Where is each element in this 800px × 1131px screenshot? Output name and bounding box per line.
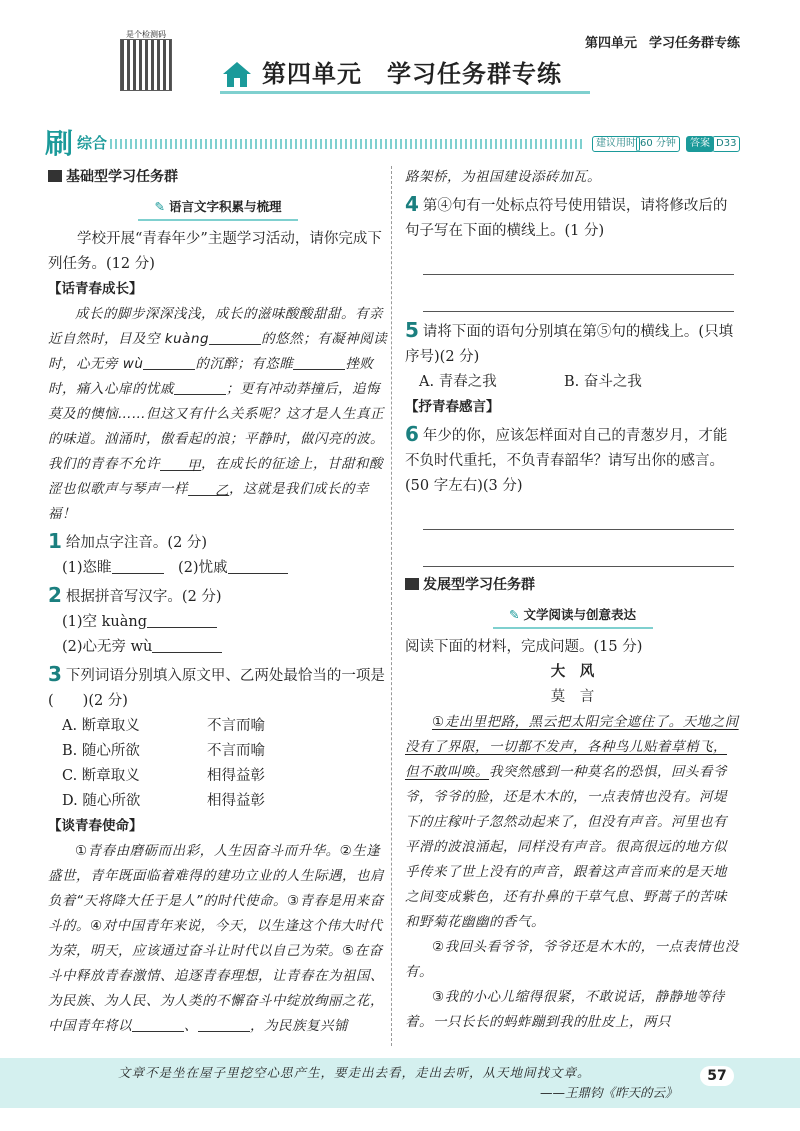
section-heading-basic: 基础型学习任务群 xyxy=(48,165,388,190)
column-divider xyxy=(391,166,393,1046)
option-term-a: D. 随心所欲 xyxy=(62,793,141,809)
qr-caption: 是个检测码 xyxy=(126,30,166,39)
blank-q5-b[interactable] xyxy=(198,1015,250,1032)
option-term-b: 不言而喻 xyxy=(207,718,265,734)
section-heading-develop: 发展型学习任务群 xyxy=(405,573,740,598)
blank-kuang[interactable] xyxy=(209,328,261,345)
answer-line-q4-2[interactable] xyxy=(423,281,734,312)
band-divider xyxy=(110,139,585,149)
q1-blank-b[interactable] xyxy=(228,557,288,574)
header-unit: 第四单元 xyxy=(584,36,637,51)
answer-line-q6-1[interactable] xyxy=(423,499,734,530)
page-number: 57 xyxy=(700,1066,734,1086)
band-label: 综合 xyxy=(77,134,108,152)
q2-item-a: (1)空 kuàng xyxy=(48,610,388,635)
qr-image xyxy=(120,39,172,91)
question-2: 2 根据拼音写汉字。(2 分) xyxy=(48,583,222,607)
blank-2[interactable] xyxy=(174,378,226,395)
option-term-a: A. 断章取义 xyxy=(62,718,140,734)
q5-options xyxy=(405,370,740,395)
time-value: 60 分钟 xyxy=(636,136,680,152)
qr-code[interactable] xyxy=(120,30,172,96)
q3-option[interactable] xyxy=(62,764,388,789)
q5-option-b[interactable]: B. 奋斗之我 xyxy=(564,374,642,390)
question-1: 1 给加点字注音。(2 分) xyxy=(48,529,208,553)
answer-value: D33 xyxy=(712,136,740,152)
question-6: 6 年少的你，应该怎样面对自己的青葱岁月，才能不负时代重托，不负青春韶华？请写出你的感言。(50 字左右)(3 分) xyxy=(405,422,728,494)
task-intro: 学校开展“青春年少”主题学习活动，请你完成下列任务。(12 分) xyxy=(48,231,382,272)
option-term-b: 相得益彰 xyxy=(207,768,265,784)
q2-item-b: (2)心无旁 wù xyxy=(48,635,388,660)
blank-wu[interactable] xyxy=(143,353,195,370)
q3-option[interactable] xyxy=(62,714,388,739)
tag-feelings: 【抒青春感言】 xyxy=(405,399,500,415)
footer-source: ——王鼎钧《昨天的云》 xyxy=(540,1085,678,1100)
passage-growth: 成长的脚步深深浅浅，成长的滋味酸酸甜甜。有亲近自然时，目及空 kuàng 的悠然；有凝神阅读时，心无旁 wù 的沉醉；有恣睢 挫败时，痛入心扉的忧戚 ；更有冲动莽撞后，追悔莫及的懊恼……但这又有什么关系呢？这才是人生真正的味道。汹涌时，傲看起的浪；平静时，做闪亮的波。我们的青春不允许 甲，在成长的征途上，甘甜和酸涩也似歌声与琴声一样 乙，这就是我们成长的幸福！ xyxy=(48,306,388,522)
reading-intro: 阅读下面的材料，完成问题。(15 分) xyxy=(405,639,643,655)
left-column xyxy=(48,165,388,1039)
house-icon xyxy=(222,60,252,88)
passage-mission: ①青春由磨砺而出彩，人生因奋斗而升华。②生逢盛世，青年既面临着难得的建功立业的人生际遇，也肩负着“天将降大任于是人”的时代使命。③青春是用来奋斗的。④对中国青年来说，今天，以生逢这个伟大时代为荣，明天，应该通过奋斗让时代以自己为荣。⑤在奋斗中释放青春激情、追逐青春理想，让青春在为祖国、为民族、为人民、为人类的不懈奋斗中绽放绚丽之花，中国青年将以 、 ，为民族复兴铺 xyxy=(48,843,384,1034)
page-title: 第四单元 学习任务群专练 xyxy=(262,60,562,88)
banner-language: ✎ 语言文字积累与梳理 xyxy=(138,194,298,221)
question-5: 5 请将下面的语句分别填在第⑤句的横线上。(只填序号)(2 分) xyxy=(405,318,734,365)
q3-option[interactable] xyxy=(62,789,388,814)
tag-mission: 【谈青春使命】 xyxy=(48,818,143,834)
story-paragraph-2: ②我回头看爷爷，爷爷还是木木的，一点表情也没有。 xyxy=(405,939,739,980)
q3-option[interactable] xyxy=(62,739,388,764)
q2-blank-a[interactable] xyxy=(147,611,217,628)
story-author: 莫 言 xyxy=(550,689,595,705)
q1-blank-a[interactable] xyxy=(112,557,164,574)
story-paragraph-1: ①走出里把路，黑云把太阳完全遮住了。天地之间没有了界限，一切都不发声，各种鸟儿贴着草梢飞，但不敢叫唤。我突然感到一种莫名的恐惧，回头看爷爷，爷爷的脸，还是木木的，一点表情也没有。河堤下的庄稼叶子忽然动起来了，但没有声音。河里也有平滑的波浪涌起，同样没有声音。很高很远的地方似乎传来了世上没有的声音，跟着这声音而来的是天地之间变成紫色，还有扑鼻的干草气息、野蒿子的苦味和野菊花幽幽的香气。 xyxy=(405,714,739,930)
blank-1[interactable] xyxy=(293,353,345,370)
right-column xyxy=(405,165,740,1035)
blank-q5-a[interactable] xyxy=(132,1015,184,1032)
running-header xyxy=(585,32,740,51)
q1-items: (1)恣睢 (2)忧戚 xyxy=(48,556,388,581)
q2-blank-b[interactable] xyxy=(152,636,222,653)
option-term-a: C. 断章取义 xyxy=(62,768,140,784)
blank-yi[interactable]: 乙 xyxy=(188,479,229,496)
q3-options xyxy=(48,714,388,814)
banner-reading: ✎ 文学阅读与创意表达 xyxy=(493,602,653,629)
pen-icon: ✎ xyxy=(154,199,165,214)
brush-char: 刷 xyxy=(45,127,74,160)
header-section: 学习任务群专练 xyxy=(648,36,740,51)
footer-quote: 文章不是坐在屋子里挖空心思产生，要走出去看，走出去听，从天地间找文章。 xyxy=(118,1065,591,1080)
tag-growth: 【话青春成长】 xyxy=(48,281,143,297)
answer-label: 答案 xyxy=(686,136,714,152)
time-label: 建议用时 xyxy=(592,136,640,152)
answer-line-q4-1[interactable] xyxy=(423,244,734,275)
answer-line-q6-2[interactable] xyxy=(423,536,734,567)
pen-icon: ✎ xyxy=(509,607,520,622)
option-term-b: 不言而喻 xyxy=(207,743,265,759)
blank-jia[interactable]: 甲 xyxy=(160,454,201,471)
question-3: 3 下列词语分别填入原文甲、乙两处最恰当的一项是 ( )(2 分) xyxy=(48,662,385,709)
question-4: 4 第④句有一处标点符号使用错误，请将修改后的句子写在下面的横线上。(1 分) xyxy=(405,192,728,239)
story-paragraph-3: ③我的小心儿缩得很紧，不敢说话，静静地等待着。一只长长的蚂蚱蹦到我的肚皮上，两只 xyxy=(405,989,725,1030)
option-term-b: 相得益彰 xyxy=(207,793,265,809)
story-title: 大 风 xyxy=(550,664,595,680)
passage-continued: 路架桥，为祖国建设添砖加瓦。 xyxy=(405,169,601,185)
q5-option-a[interactable]: A. 青春之我 xyxy=(419,374,497,390)
option-term-a: B. 随心所欲 xyxy=(62,743,140,759)
